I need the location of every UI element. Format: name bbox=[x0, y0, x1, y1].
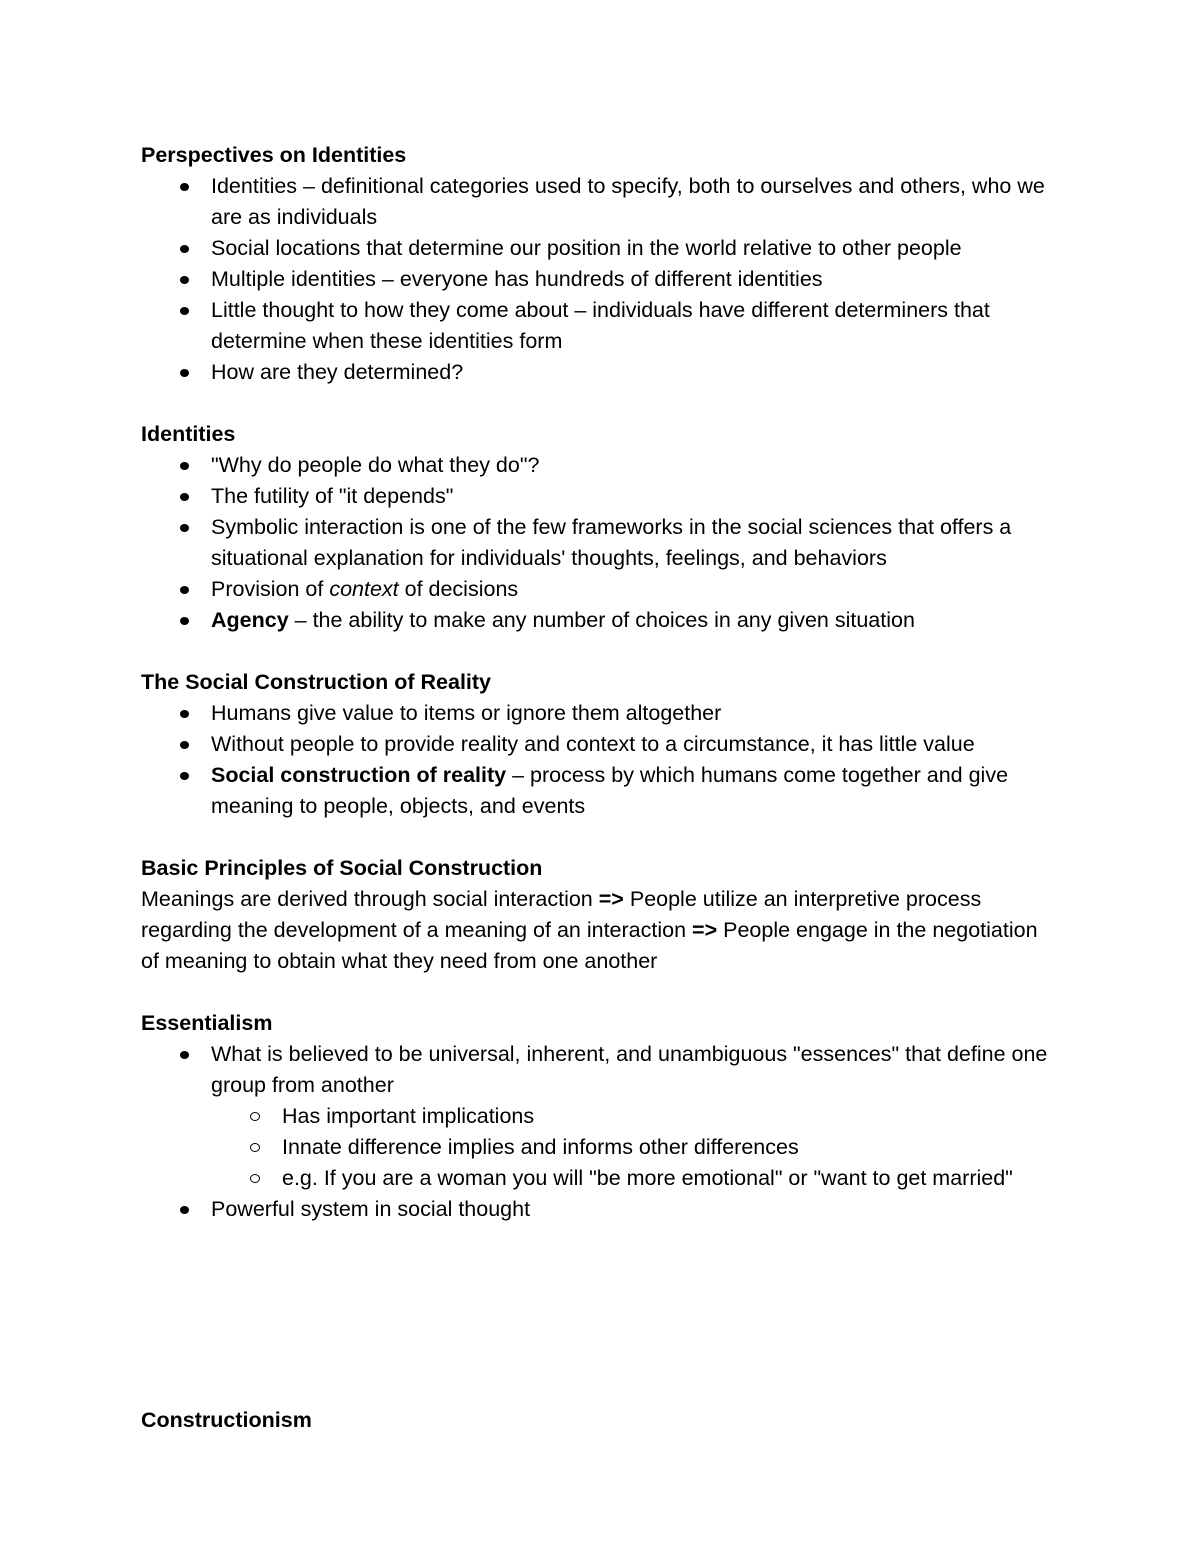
list-item: Multiple identities – everyone has hundreds of different identities bbox=[211, 264, 1061, 295]
section-heading: The Social Construction of Reality bbox=[141, 670, 492, 694]
section-basic-principles bbox=[141, 853, 1061, 977]
bullet-list bbox=[141, 171, 1061, 388]
text-run: Meanings are derived through social interaction bbox=[141, 887, 599, 911]
italic-term: context bbox=[329, 577, 399, 601]
section-identities bbox=[141, 419, 1061, 636]
list-item: Little thought to how they come about – individuals have different determiners that determine when these identities form bbox=[211, 295, 1061, 357]
definition-text: – the ability to make any number of choices in any given situation bbox=[288, 608, 915, 632]
document-page bbox=[141, 140, 1061, 1256]
section-heading-constructionism: Constructionism bbox=[141, 1407, 312, 1432]
arrow-symbol: => bbox=[692, 918, 718, 942]
list-item: Without people to provide reality and context to a circumstance, it has little value bbox=[211, 729, 1061, 760]
list-item: Symbolic interaction is one of the few frameworks in the social sciences that offers a situational explanation for individuals' thoughts, feelings, and behaviors bbox=[211, 512, 1061, 574]
list-item-agency bbox=[211, 605, 1061, 636]
section-heading: Basic Principles of Social Construction bbox=[141, 856, 543, 880]
list-item: Social locations that determine our position in the world relative to other people bbox=[211, 233, 1061, 264]
list-item: Humans give value to items or ignore them altogether bbox=[211, 698, 1061, 729]
section-heading: Perspectives on Identities bbox=[141, 143, 407, 167]
list-item: Powerful system in social thought bbox=[211, 1194, 1061, 1225]
text-run: of decisions bbox=[398, 577, 519, 601]
section-social-construction bbox=[141, 667, 1061, 822]
list-item: "Why do people do what they do"? bbox=[211, 450, 1061, 481]
bold-term: Social construction of reality bbox=[211, 763, 507, 787]
section-perspectives bbox=[141, 140, 1061, 388]
list-item: Identities – definitional categories used to specify, both to ourselves and others, who we are as individuals bbox=[211, 171, 1061, 233]
section-essentialism bbox=[141, 1008, 1061, 1225]
list-item bbox=[211, 1039, 1061, 1194]
list-item-text: What is believed to be universal, inherent, and unambiguous "essences" that define one group from another bbox=[211, 1042, 1048, 1097]
definition-text: – process by which humans come together and give meaning to people, objects, and events bbox=[211, 763, 1009, 818]
list-item-definition bbox=[211, 760, 1061, 822]
bullet-list bbox=[141, 450, 1061, 636]
list-item: The futility of "it depends" bbox=[211, 481, 1061, 512]
section-heading: Essentialism bbox=[141, 1011, 273, 1035]
section-heading: Identities bbox=[141, 422, 236, 446]
bullet-list bbox=[141, 1039, 1061, 1225]
sub-bullet-list bbox=[211, 1101, 1061, 1194]
arrow-symbol: => bbox=[598, 887, 624, 911]
sub-list-item: e.g. If you are a woman you will "be more emotional" or "want to get married" bbox=[282, 1163, 1061, 1194]
list-item-context bbox=[211, 574, 1061, 605]
text-run: Provision of bbox=[211, 577, 330, 601]
text-run: People utilize an interpretive process regarding the development of a meaning of an interaction bbox=[141, 887, 982, 942]
sub-list-item: Has important implications bbox=[282, 1101, 1061, 1132]
sub-list-item: Innate difference implies and informs other differences bbox=[282, 1132, 1061, 1163]
text-run: People engage in the negotiation of meaning to obtain what they need from one another bbox=[141, 918, 1038, 973]
paragraph bbox=[141, 884, 1061, 977]
bold-term: Agency bbox=[211, 608, 289, 632]
bullet-list bbox=[141, 698, 1061, 822]
list-item: How are they determined? bbox=[211, 357, 1061, 388]
